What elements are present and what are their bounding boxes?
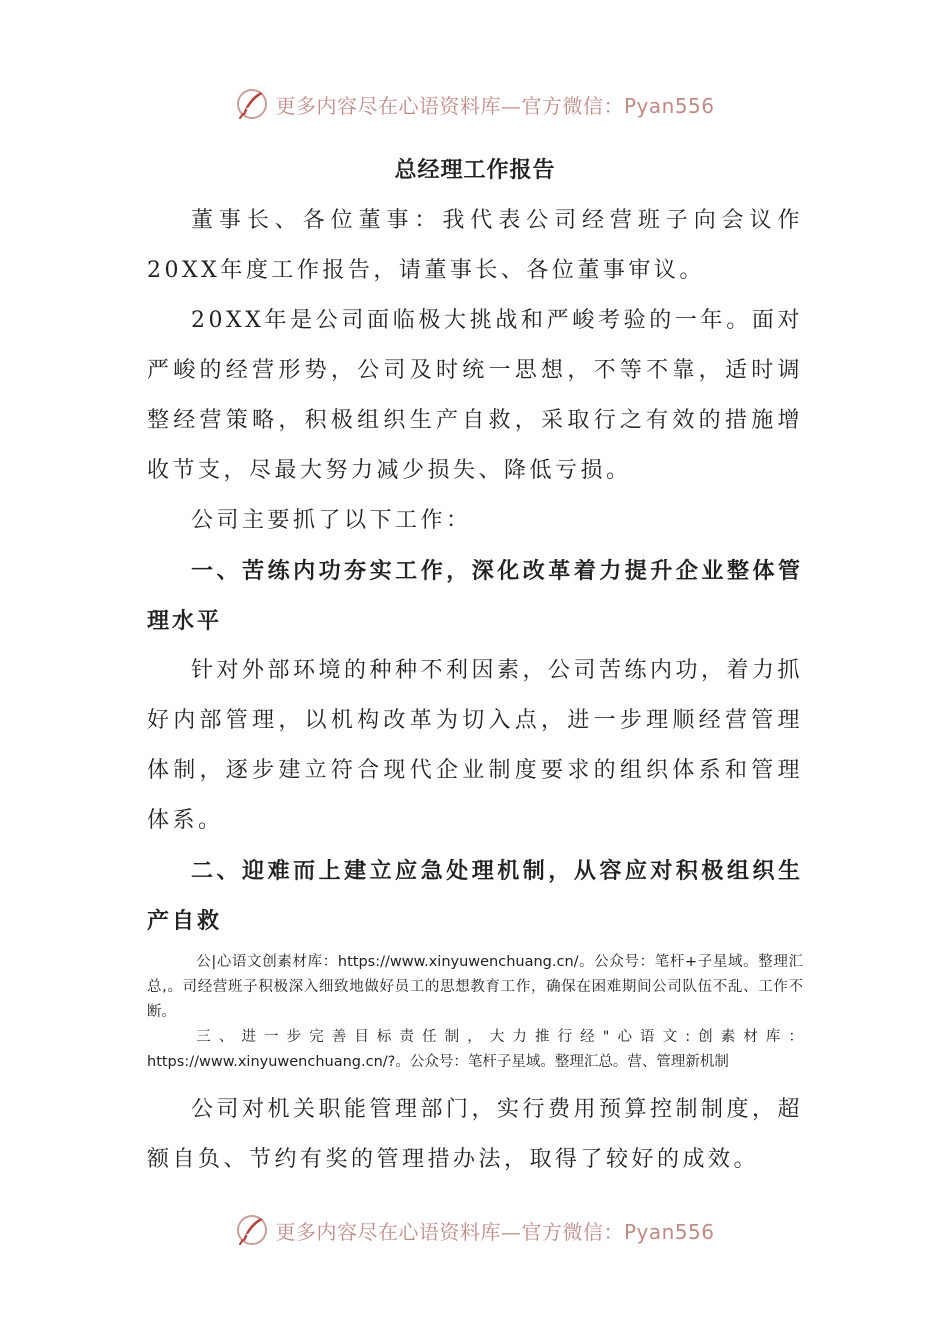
quill-pen-logo-icon (235, 1213, 269, 1247)
section-heading-2: 二、迎难而上建立应急处理机制，从容应对积极组织生产自救 (147, 858, 803, 934)
watermark-text (275, 90, 714, 119)
watermark-wechat-label: 官方微信： (521, 1219, 624, 1244)
watermark-dash: — (500, 93, 522, 118)
paragraph-small-2: 三、进一步完善目标责任制，大力推行经"心语文:创素材库：https://www.xinyuwenchuang.cn/?。公众号：笔杆子星域。整理汇总。营、管理新机制 (147, 1029, 803, 1070)
watermark-brand: 更多内容尽在心语资料库 (275, 1219, 501, 1244)
quill-pen-logo-icon (235, 87, 269, 121)
header-watermark (0, 82, 950, 126)
watermark-brand: 更多内容尽在心语资料库 (275, 93, 501, 118)
section-heading-1: 一、苦练内功夯实工作，深化改革着力提升企业整体管理水平 (147, 558, 803, 634)
paragraph-budget-control: 公司对机关职能管理部门，实行费用预算控制制度，超额自负、节约有奖的管理措办法，取得了较好的成效。 (147, 1097, 804, 1172)
paragraph-year-summary: 20XX年是公司面临极大挑战和严峻考验的一年。面对严峻的经营形势，公司及时统一思想，不等不靠，适时调整经营策略，积极组织生产自救，采取行之有效的措施增收节支，尽最大努力减少损失、降低亏损。 (147, 308, 803, 483)
paragraph-small-1: 公|心语文创素材库：https://www.xinyuwenchuang.cn/。公众号：笔杆+子星域。整理汇总,。司经营班子积极深入细致地做好员工的思想教育工作，确保在困难期间公司队伍不乱、工作不断。 (147, 954, 803, 1020)
watermark-wechat-id: Pyan556 (623, 1219, 715, 1244)
document-title: 总经理工作报告 (394, 157, 556, 183)
watermark-wechat-id: Pyan556 (623, 93, 715, 118)
watermark-wechat-label: 官方微信： (521, 93, 624, 118)
paragraph-section-1: 针对外部环境的种种不利因素，公司苦练内功，着力抓好内部管理，以机构改革为切入点，进一步理顺经营管理体制，逐步建立符合现代企业制度要求的组织体系和管理体系。 (147, 658, 804, 833)
watermark-text (275, 1216, 714, 1245)
footer-watermark (0, 1208, 950, 1252)
paragraph-work-intro: 公司主要抓了以下工作： (191, 508, 472, 533)
document-body (147, 146, 803, 1185)
watermark-dash: — (500, 1219, 522, 1244)
paragraph-opening: 董事长、各位董事：我代表公司经营班子向会议作20XX年度工作报告，请董事长、各位董事审议。 (147, 208, 803, 283)
